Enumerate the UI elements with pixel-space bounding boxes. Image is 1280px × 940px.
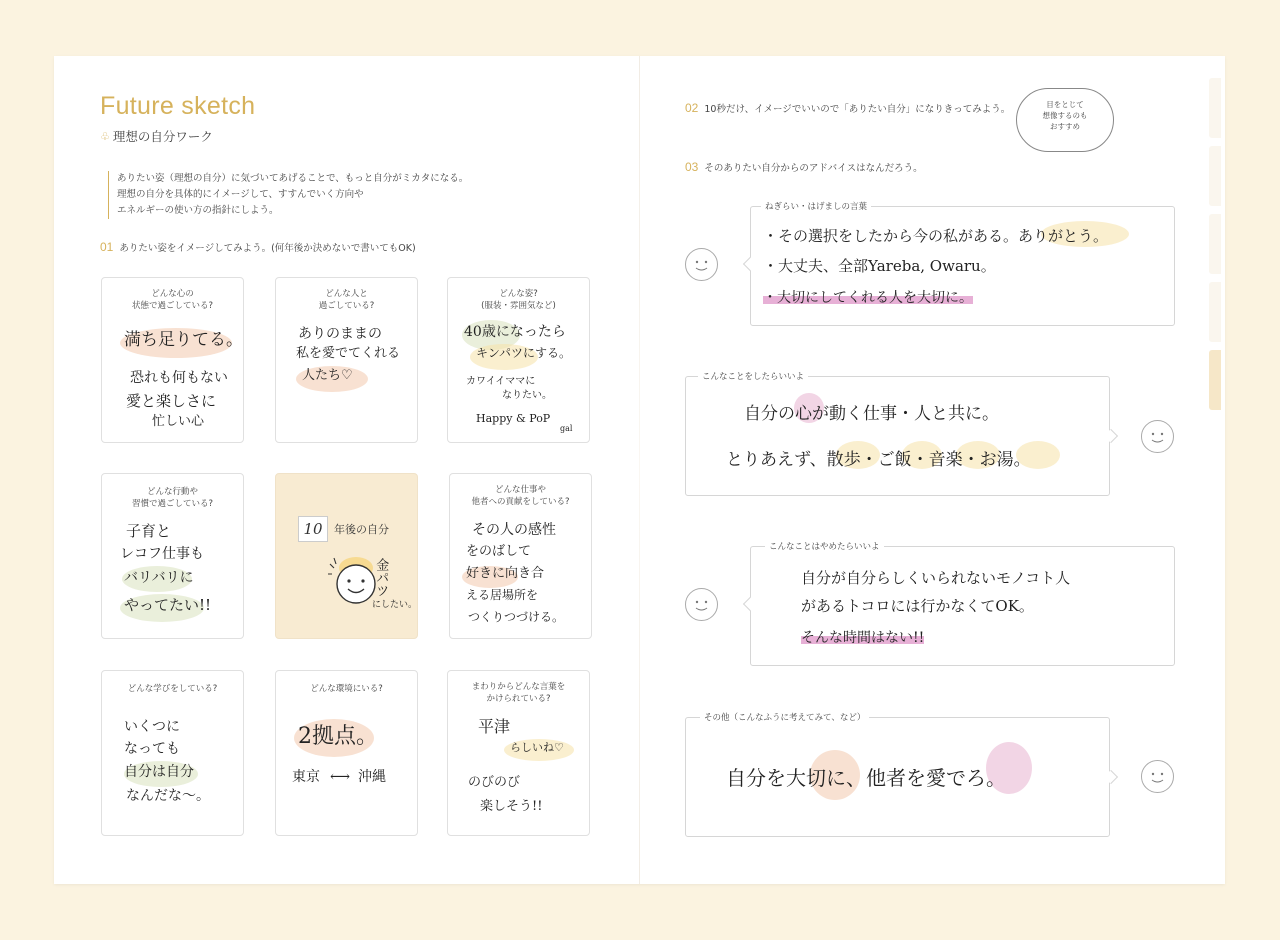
years-label: 年後の自分 [334,523,389,536]
card-appearance [447,277,590,443]
handwriting: gal [560,424,573,433]
card-habits [101,473,244,639]
intro-line: エネルギーの使い方の指針にしよう。 [117,205,279,216]
card-label: どんな人と [325,289,368,299]
handwriting: える居場所を [466,588,539,602]
card-label: どんな環境にいる? [310,684,383,694]
question-number: 01 [100,240,114,254]
handwriting: 子育と [126,522,172,540]
handwriting: キンパツにする。 [476,346,572,360]
handwriting: ・大切にしてくれる人を大切に。 [763,287,973,307]
card-label: (服装・雰囲気など) [481,301,556,311]
handwriting: 楽しそう!! [480,799,543,814]
handwriting: 平津 [478,717,511,736]
handwriting: があるトコロには行かなくてOK。 [801,597,1034,615]
index-tab-active[interactable] [1209,350,1221,410]
handwriting: ありのままの [298,326,382,342]
question-text: そのありたい自分からのアドバイスはなんだろう。 [704,163,923,174]
question-02 [685,101,1010,115]
card-label: どんな姿? [499,289,538,299]
index-tab[interactable] [1209,282,1221,342]
handwriting: 私を愛でてくれる [296,346,401,361]
smiley-face-icon [685,248,718,281]
index-tabs [1209,78,1221,418]
card-label: まわりからどんな言葉を [471,682,566,692]
tip-line: 目をとじて [1046,100,1084,109]
handwriting: 満ち足りてる。 [124,330,243,350]
smiley-face-icon [1141,420,1174,453]
handwriting: 人たち♡ [302,368,353,383]
question-text: ありたい姿をイメージしてみよう。(何年後か決めないで書いてもOK) [119,243,416,254]
handwriting: バリバリに [124,570,194,586]
handwriting: 金パツ [373,558,389,597]
handwriting: 忙しい心 [152,414,205,429]
handwriting: 40歳になったら [464,324,566,340]
years-number-box: 10 [298,516,328,542]
card-label: どんな行動や [146,487,198,497]
card-label: 習慣で過ごしている? [131,499,213,509]
index-tab[interactable] [1209,146,1221,206]
question-01 [100,240,416,254]
handwriting: なんだな〜。 [126,788,210,804]
handwriting: 自分の心が動く仕事・人と共に。 [744,404,999,424]
card-mind-state [101,277,244,443]
card-people [275,277,418,443]
handwriting: ・大丈夫、全部Yareba, Owaru。 [763,257,996,275]
handwriting: 沖縄 [358,769,386,785]
bubble-label: こんなことはやめたらいいよ [765,540,884,552]
ten-years-label [298,516,389,542]
advice-bubble-do [685,372,1110,496]
handwriting: とりあえず、散歩・ご飯・音楽・お湯。 [726,450,1031,470]
handwriting: 恐れも何もない [130,370,228,386]
handwriting: 自分を大切に、他者を愛でろ。 [726,766,1006,790]
page-title: Future sketch [100,92,256,120]
handwriting: つくりつづける。 [468,610,565,624]
card-label: 過ごしている? [318,301,375,311]
tip-cloud [1016,88,1114,152]
question-text: 10秒だけ、イメージでいいので「ありたい自分」になりきってみよう。 [704,104,1011,115]
card-label: どんな仕事や [494,485,546,495]
handwriting: なっても [124,741,180,757]
handwriting: そんな時間はない!! [801,627,924,647]
card-label: 他者への貢献をしている? [471,497,570,507]
bubble-label: その他（こんなふうに考えてみて、など） [700,711,869,723]
card-work [449,473,592,639]
question-03 [685,160,923,174]
bubble-label: こんなことをしたらいいよ [698,370,808,382]
handwriting: 愛と楽しさに [126,392,217,410]
handwriting: にしたい。 [372,600,418,610]
handwriting: 2拠点。 [298,724,378,749]
tip-line: おすすめ [1049,122,1081,131]
question-number: 03 [685,160,699,174]
card-label: どんな学びをしている? [127,684,218,694]
card-environment [275,670,418,836]
question-number: 02 [685,101,699,115]
card-words [447,670,590,836]
card-learning [101,670,244,836]
handwriting: 自分が自分らしくいられないモノコト人 [801,569,1071,587]
bubble-label: ねぎらい・はげましの言葉 [761,200,871,212]
handwriting: のびのび [468,775,521,790]
page-subtitle [100,127,213,145]
handwriting: 好きに向き合 [466,566,545,581]
handwriting: Happy & PoP [476,412,551,425]
handwriting: ・その選択をしたから今の私がある。ありがとう。 [763,227,1109,245]
card-label: かけられている? [486,694,551,704]
page-fold [639,56,640,884]
intro-line: ありたい姿（理想の自分）に気づいてあげることで、もっと自分がミカタになる。 [117,173,469,184]
card-label: 状態で過ごしている? [131,301,213,311]
intro-line: 理想の自分を具体的にイメージして、すすんでいく方向や [117,189,364,200]
arrow-icon: ⟷ [330,769,351,785]
index-tab[interactable] [1209,214,1221,274]
tip-line: 想像するのも [1042,111,1088,120]
smiley-face-icon [685,588,718,621]
smiley-face-icon [1141,760,1174,793]
advice-bubble-other [685,713,1110,837]
subtitle-text: 理想の自分ワーク [112,129,213,144]
advice-bubble-stop [750,542,1175,666]
handwriting: カワイイママに [466,376,536,387]
intro-text [108,171,468,219]
handwriting: なりたい。 [502,390,552,401]
handwriting: 自分は自分 [124,764,194,780]
handwriting: レコフ仕事も [120,546,204,562]
card-label: どんな心の [151,289,194,299]
index-tab[interactable] [1209,78,1221,138]
advice-bubble-encouragement [750,202,1175,326]
handwriting: らしいね♡ [510,741,564,754]
handwriting: 東京 [292,769,320,785]
card-ten-years-self [275,473,418,639]
handwriting: その人の感性 [472,522,556,538]
handwriting: をのばして [466,544,532,559]
handwriting: いくつに [124,719,180,735]
clover-icon: ♧ [100,129,110,143]
handwriting: やってたい!! [124,596,212,614]
